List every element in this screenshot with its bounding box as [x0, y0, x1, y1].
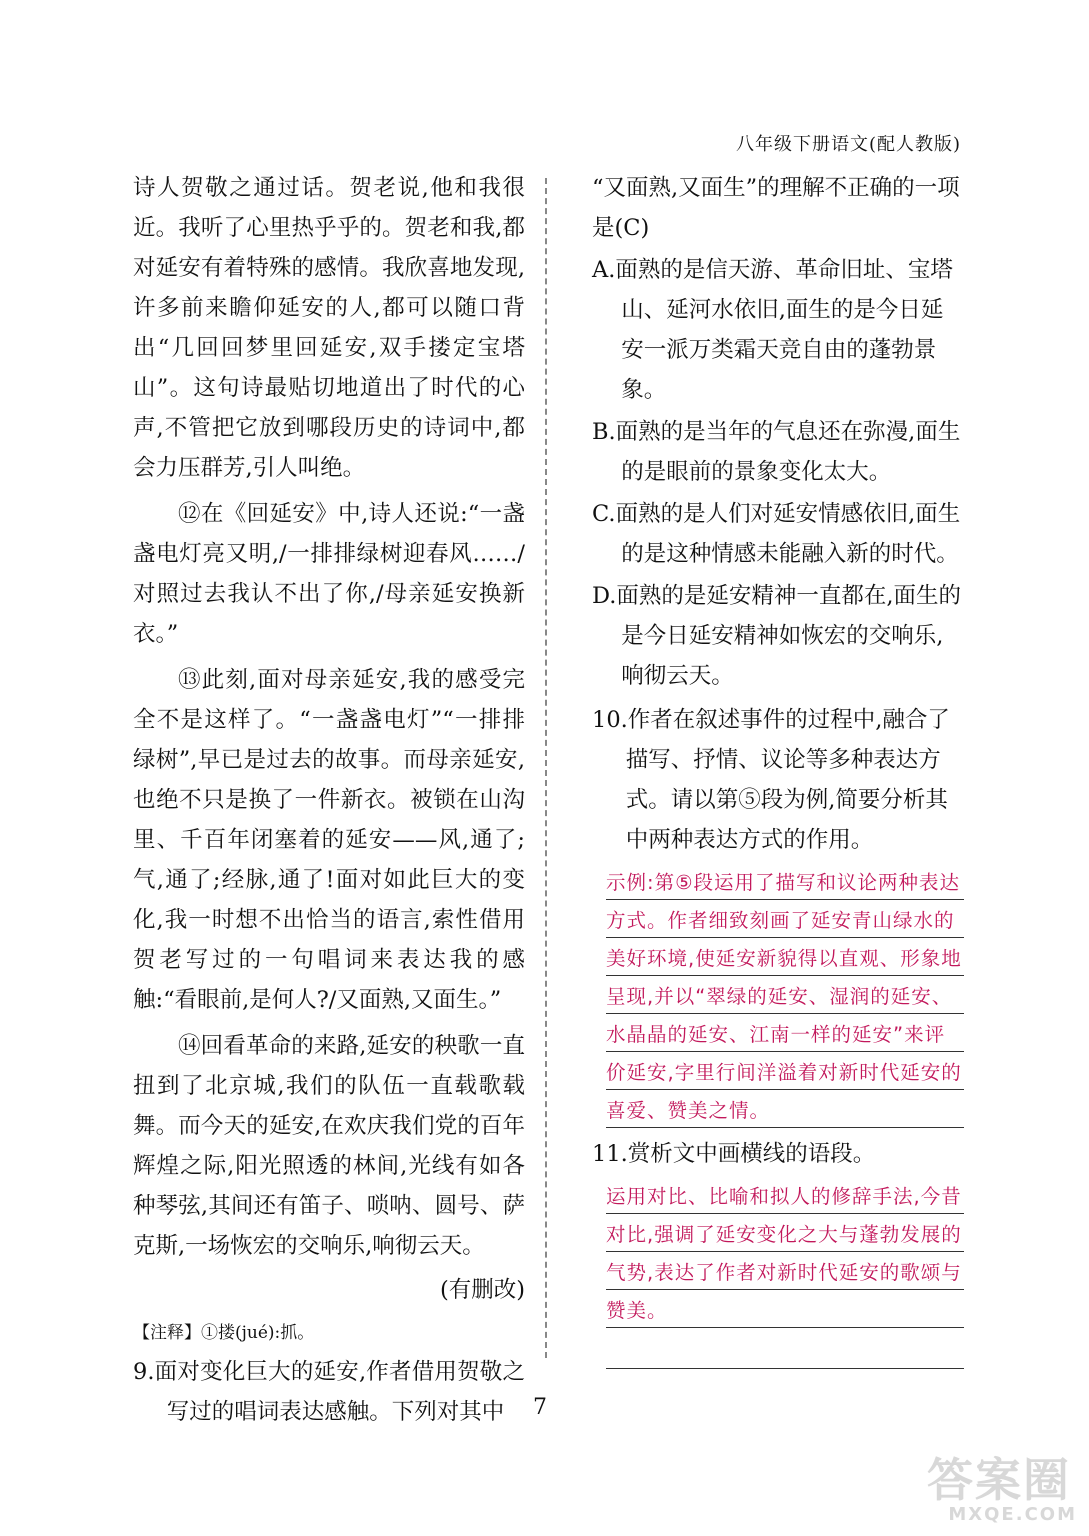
option-d: D.面熟的是延安精神一直都在,面生的是今日延安精神如恢宏的交响乐,响彻云天。 [592, 583, 962, 689]
annotation-note: 【注释】①搂(jué):抓。 [133, 1323, 315, 1343]
paragraph-13: ⑬此刻,面对母亲延安,我的感受完全不是这样了。“一盏盏电灯”“一排排绿树”,早已是过去的故事。而母亲延安,也绝不只是换了一件新衣。被锁在山沟里、千百年闭塞着的延安——风,通了;气,通了;经脉,通了!面对如此巨大的变化,我一时想不出恰当的语言,索性借用贺老写过的一句唱词来表达我的感触:“看眼前,是何人?/又面熟,又面生。” [133, 667, 525, 1013]
paragraph-14: ⑭回看革命的来路,延安的秧歌一直扭到了北京城,我们的队伍一直载歌载舞。而今天的延安,在欢庆我们党的百年辉煌之际,阳光照透的林间,光线有如各种琴弦,其间还有笛子、唢呐、圆号、萨克斯,一场恢宏的交响乐,响彻云天。 [133, 1033, 525, 1259]
question-10: 10.作者在叙述事件的过程中,融合了描写、抒情、议论等多种表达方式。请以第⑤段为例,简要分析其中两种表达方式的作用。 [592, 707, 950, 853]
page-number: 7 [533, 1395, 547, 1420]
question-9: 9.面对变化巨大的延安,作者借用贺敬之写过的唱词表达感触。下列对其中 [133, 1359, 525, 1425]
header-title: 八年级下册语文(配人教版) [735, 134, 961, 155]
watermark-logo [927, 1453, 1077, 1526]
right-column [592, 168, 964, 1369]
option-b: B.面熟的是当年的气息还在弥漫,面生的是眼前的景象变化太大。 [592, 419, 961, 485]
answer-blank-line [606, 1368, 964, 1369]
question-11-answer: 运用对比、比喻和拟人的修辞手法,今昔对比,强调了延安变化之大与蓬勃发展的气势,表达了作者对新时代延安的歌颂与赞美。 [606, 1178, 964, 1330]
paragraph-continued: 诗人贺敬之通过话。贺老说,他和我很近。我听了心里热乎乎的。贺老和我,都对延安有着特殊的感情。我欣喜地发现,许多前来瞻仰延安的人,都可以随口背出“几回回梦里回延安,双手搂定宝塔山”。这句诗最贴切地道出了时代的心声,不管把它放到哪段历史的诗词中,都会力压群芳,引人叫绝。 [133, 175, 525, 481]
question-11: 11.赏析文中画横线的语段。 [592, 1141, 876, 1167]
question-10-answer: 示例:第⑤段运用了描写和议论两种表达方式。作者细致刻画了延安青山绿水的美好环境,使延安新貌得以直观、形象地呈现,并以“翠绿的延安、湿润的延安、水晶晶的延安、江南一样的延安”来评价延安,字里行间洋溢着对新时代延安的喜爱、赞美之情。 [606, 864, 964, 1130]
option-c: C.面熟的是人们对延安情感依旧,面生的是这种情感未能融入新的时代。 [592, 501, 961, 567]
left-column [133, 168, 525, 1432]
question-9-text: “又面熟,又面生”的理解不正确的一项是( [592, 175, 960, 241]
question-9-answer: C [623, 215, 641, 241]
paragraph-12: ⑫在《回延安》中,诗人还说:“一盏盏电灯亮又明,/一排排绿树迎春风……/对照过去我认不出了你,/母亲延安换新衣。” [133, 501, 525, 647]
option-a: A.面熟的是信天游、革命旧址、宝塔山、延河水依旧,面生的是今日延安一派万类霜天竞自由的蓬勃景象。 [592, 257, 953, 403]
question-9-close: ) [640, 215, 650, 241]
question-9-continued [592, 168, 964, 248]
column-divider [545, 178, 547, 1358]
watermark-text-big: 答案圈 [927, 1453, 1071, 1507]
watermark-text-small: MXQE.COM [948, 1504, 1077, 1525]
source-note: (有删改) [439, 1277, 525, 1303]
